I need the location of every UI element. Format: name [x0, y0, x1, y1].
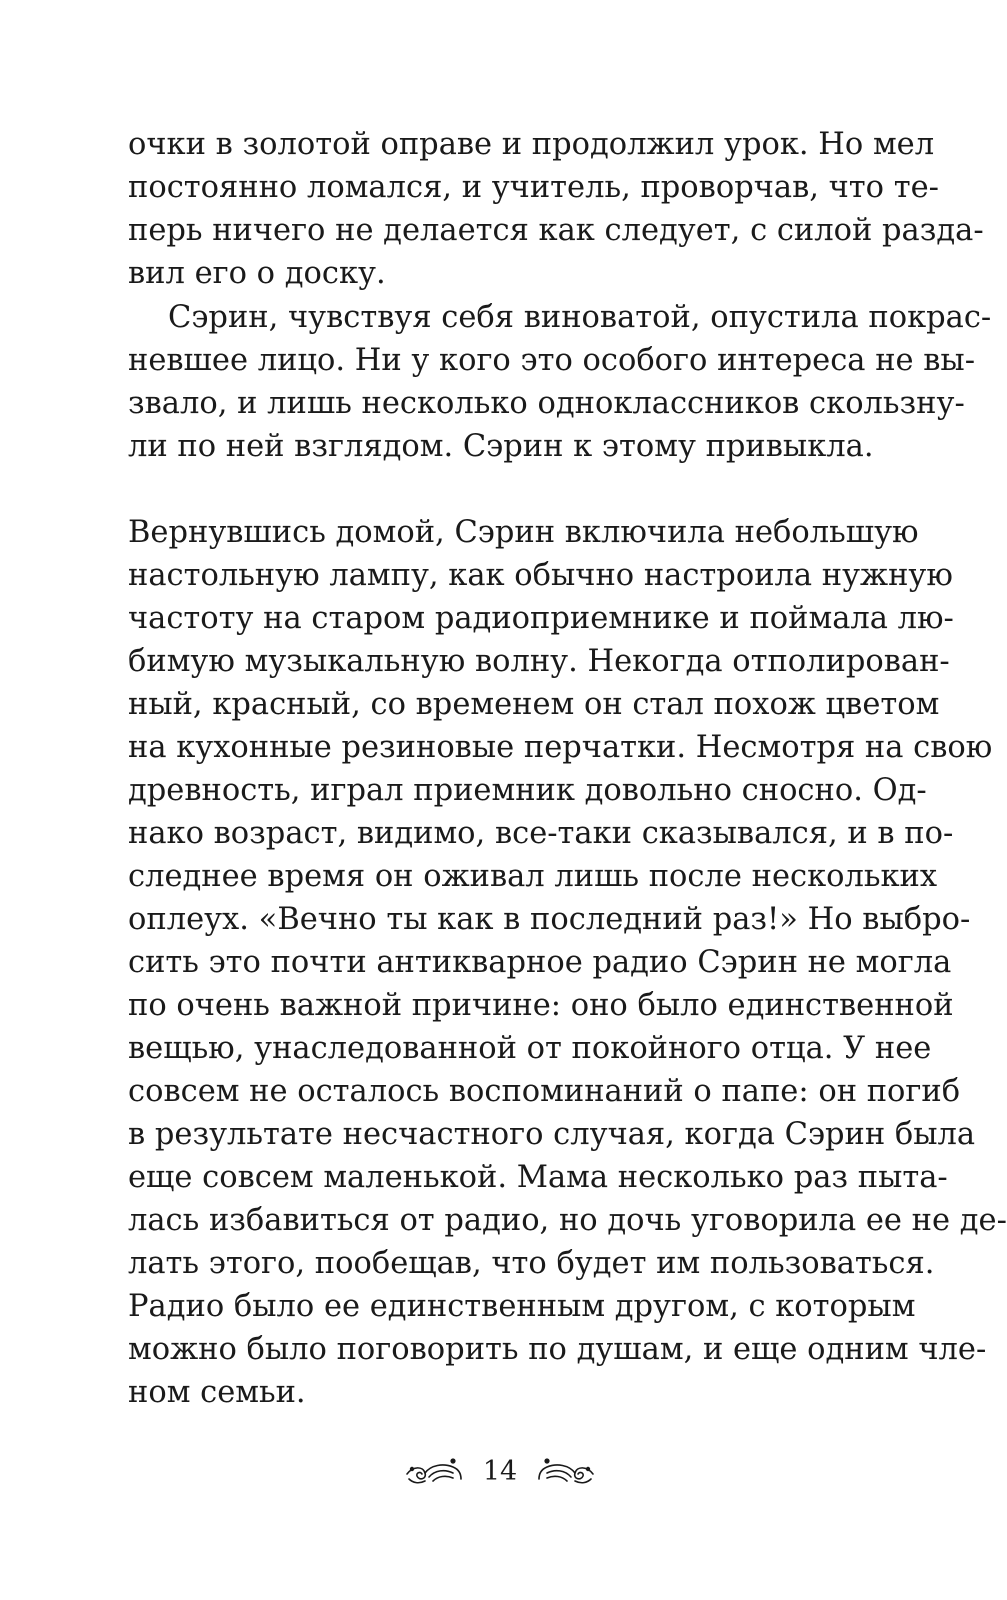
text-line: Радио было ее единственным другом, с которым — [128, 1289, 916, 1324]
paragraph-radio — [128, 511, 1007, 1414]
text-line: можно было поговорить по душам, и еще одним чле- — [128, 1332, 987, 1367]
text-line: следнее время он оживал лишь после нескольких — [128, 859, 938, 894]
text-line: бимую музыкальную волну. Некогда отполирован- — [128, 644, 950, 679]
text-line: Вернувшись домой, Сэрин включила небольшую — [128, 515, 919, 550]
text-line: сить это почти антикварное радио Сэрин не могла — [128, 945, 952, 980]
flourish-ornament-icon — [403, 1457, 465, 1487]
text-line: еще совсем маленькой. Мама несколько раз пыта- — [128, 1160, 948, 1195]
text-line: настольную лампу, как обычно настроила нужную — [128, 558, 953, 593]
text-line: древность, играл приемник довольно сносно. Од- — [128, 773, 927, 808]
paragraph-continuation — [128, 123, 984, 295]
text-line: лась избавиться от радио, но дочь уговорила ее не де- — [128, 1203, 1007, 1238]
text-line: в результате несчастного случая, когда Сэрин была — [128, 1117, 976, 1152]
text-line: совсем не осталось воспоминаний о папе: он погиб — [128, 1074, 961, 1109]
text-line: звало, и лишь несколько одноклассников скользну- — [128, 386, 965, 421]
text-line: нако возраст, видимо, все-таки сказывался, и в по- — [128, 816, 954, 851]
page-footer — [0, 1452, 1000, 1492]
text-line: ный, красный, со временем он стал похож цветом — [128, 687, 940, 722]
text-line: вил его о доску. — [128, 256, 386, 291]
text-line: очки в золотой оправе и продолжил урок. Но мел — [128, 127, 935, 162]
text-line: ном семьи. — [128, 1375, 306, 1410]
text-line: постоянно ломался, и учитель, проворчав, что те- — [128, 170, 939, 205]
text-line: невшее лицо. Ни у кого это особого интереса не вы- — [128, 343, 976, 378]
text-line: по очень важной причине: оно было единственной — [128, 988, 954, 1023]
text-line: ли по ней взглядом. Сэрин к этому привыкла. — [128, 429, 874, 464]
text-line: частоту на старом радиоприемнике и поймала лю- — [128, 601, 954, 636]
text-line: вещью, унаследованной от покойного отца. У нее — [128, 1031, 932, 1066]
page-number: 14 — [482, 1456, 518, 1487]
paragraph-serin-embarrassed — [128, 296, 992, 468]
text-line: оплеух. «Вечно ты как в последний раз!» Но выбро- — [128, 902, 971, 937]
text-line: лать этого, пообещав, что будет им пользоваться. — [128, 1246, 935, 1281]
flourish-ornament-icon — [535, 1457, 597, 1487]
text-line: Сэрин, чувствуя себя виноватой, опустила покрас- — [168, 300, 992, 335]
text-line: на кухонные резиновые перчатки. Несмотря на свою — [128, 730, 993, 765]
text-line: перь ничего не делается как следует, с силой разда- — [128, 213, 984, 248]
